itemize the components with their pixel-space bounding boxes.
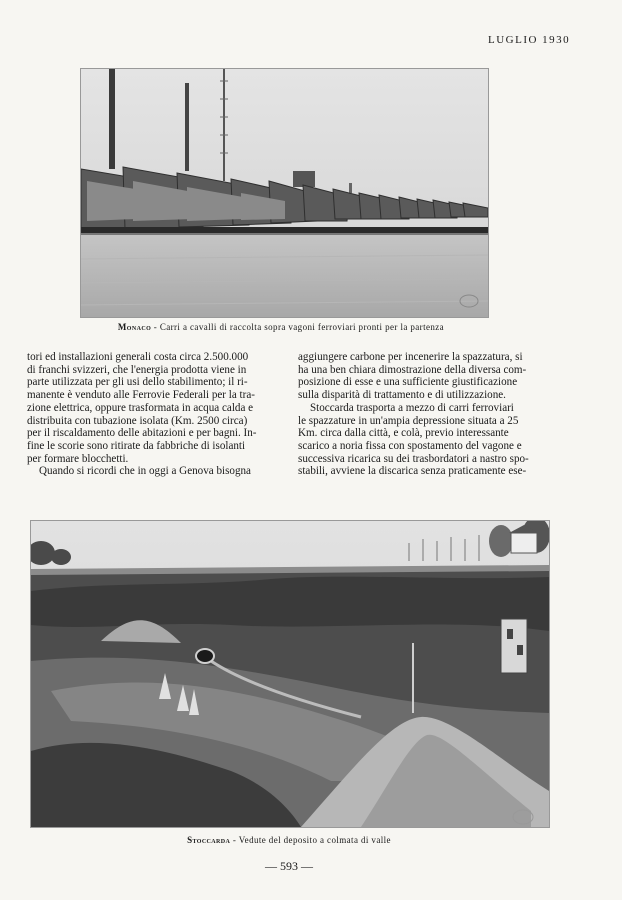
caption-text: - Carri a cavalli di raccolta sopra vagoni ferroviari pronti per la partenza bbox=[151, 322, 445, 332]
text-column-right bbox=[298, 351, 550, 478]
text-line: le spazzature in un'ampia depressione situata a 25 bbox=[298, 414, 519, 427]
text-column-left bbox=[27, 351, 281, 478]
photo-caption-stoccarda bbox=[0, 835, 578, 845]
text-line: successiva ricarica su dei trasbordatori a nastro spo- bbox=[298, 452, 529, 465]
text-line: Km. circa dalla città, e colà, previo interessante bbox=[298, 427, 509, 440]
caption-place: Monaco bbox=[117, 322, 152, 332]
text-line: zione elettrica, oppure trasformata in acqua calda e bbox=[27, 401, 254, 414]
text-line: distribuita con tubazione isolata (Km. 2500 circa) bbox=[27, 414, 248, 427]
text-line: aggiungere carbone per incenerire la spazzatura, si bbox=[298, 351, 523, 363]
caption-place: Stoccarda bbox=[187, 835, 231, 845]
text-line: per il riscaldamento delle abitazioni e per bagni. In- bbox=[27, 427, 257, 440]
text-line: di franchi svizzeri, che l'energia prodotta viene in bbox=[27, 363, 247, 376]
text-line: tori ed installazioni generali costa circa 2.500.000 bbox=[27, 351, 249, 363]
text-line: manente è venduto alle Ferrovie Federali per la tra- bbox=[27, 389, 255, 402]
caption-text: - Vedute del deposito a colmata di valle bbox=[230, 835, 391, 845]
text-line: Quando si ricordi che in oggi a Genova bisogna bbox=[39, 465, 251, 478]
photo-caption-monaco bbox=[0, 322, 562, 332]
text-line: scarico a noria fissa con spostamento del vagone e bbox=[298, 439, 522, 452]
text-line: posizione di esse e una sufficiente giustificazione bbox=[298, 376, 518, 389]
photo-monaco-wagons bbox=[80, 68, 489, 318]
photo-stoccarda-valley bbox=[30, 520, 550, 828]
running-head: LUGLIO 1930 bbox=[488, 34, 571, 46]
text-line: per formare blocchetti. bbox=[27, 452, 129, 465]
text-line: stabili, avviene la discarica senza praticamente ese- bbox=[298, 465, 527, 478]
page-number: — 593 — bbox=[265, 859, 313, 873]
text-line: Stoccarda trasporta a mezzo di carri ferroviari bbox=[310, 401, 514, 414]
text-line: sulla disparità di trattamento e di utilizzazione. bbox=[298, 389, 506, 402]
text-line: parte utilizzata per gli usi dello stabilimento; il ri- bbox=[27, 376, 248, 389]
text-line: ha una ben chiara dimostrazione della diversa com- bbox=[298, 363, 527, 376]
text-line: fine le scorie sono ritirate da fabbriche di isolanti bbox=[27, 439, 246, 452]
